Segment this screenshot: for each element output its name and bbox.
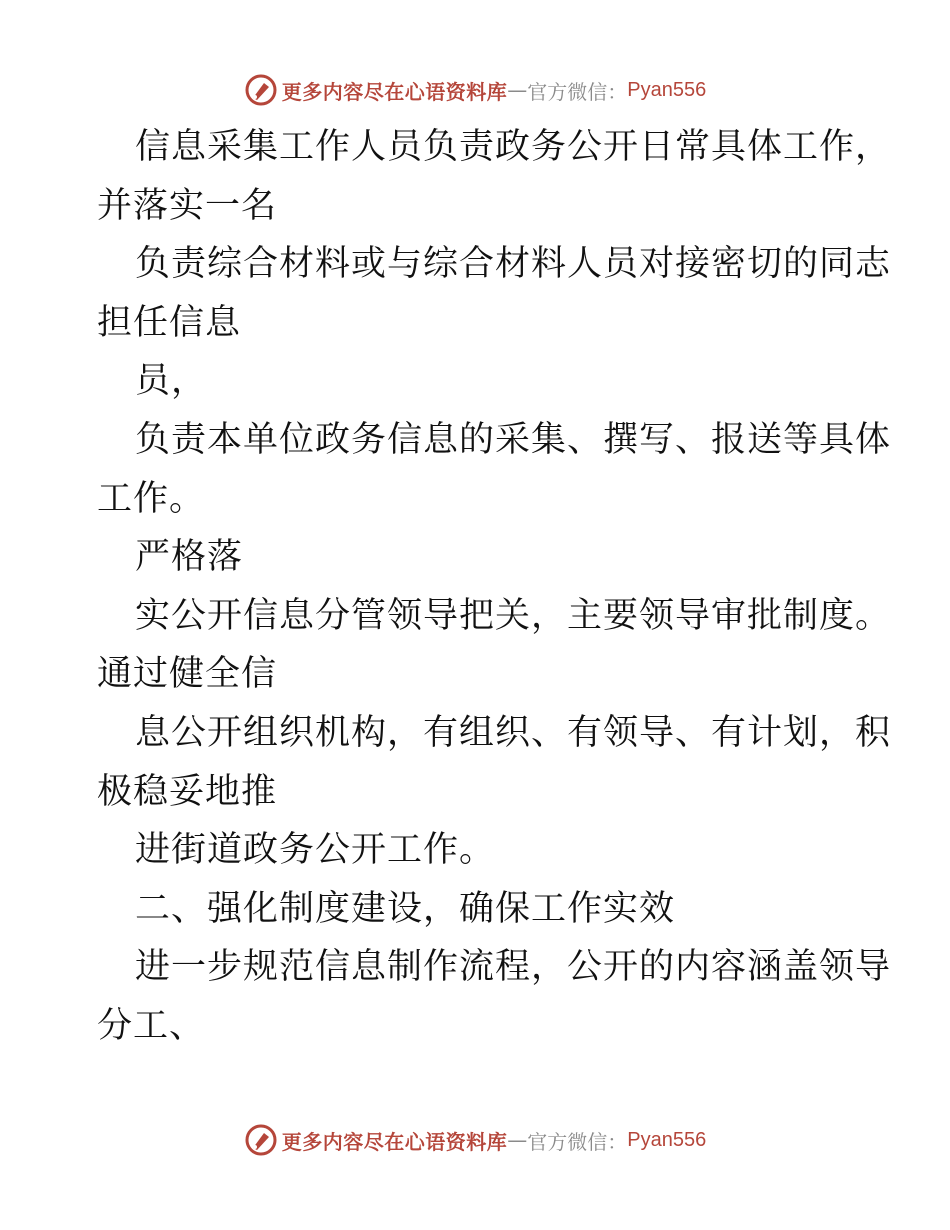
footer-wechat-label: 官方微信：: [527, 1129, 628, 1154]
body-line: 进一步规范信息制作流程，公开的内容涵盖领导: [135, 947, 892, 988]
body-line: 实公开信息分管领导把关，主要领导审批制度。: [135, 595, 892, 636]
footer-brand-text: 更多内容尽在心语资料库: [281, 1129, 508, 1154]
header-watermark: [0, 70, 950, 110]
header-wechat-id: Pyan556: [627, 78, 707, 101]
body-line: 通过健全信: [97, 654, 278, 695]
body-line: 进街道政务公开工作。: [135, 830, 496, 871]
body-line: 二、强化制度建设，确保工作实效: [135, 888, 676, 929]
body-line: 并落实一名: [97, 185, 278, 226]
header-dash: —: [507, 78, 528, 102]
pen-nib-circle-icon: [244, 73, 278, 107]
footer-dash: —: [507, 1128, 528, 1152]
footer-watermark: [0, 1120, 950, 1160]
body-line: 信息采集工作人员负责政务公开日常具体工作，: [135, 127, 892, 167]
body-line: 工作。: [97, 478, 206, 519]
body-line: 分工、: [97, 1005, 206, 1046]
body-line: 担任信息: [97, 302, 242, 343]
header-wechat-label: 官方微信：: [527, 79, 628, 104]
body-line: 员，: [135, 361, 208, 402]
pen-nib-circle-icon: [244, 1123, 278, 1157]
body-line: 负责综合材料或与综合材料人员对接密切的同志: [135, 244, 892, 285]
footer-wechat-id: Pyan556: [627, 1128, 707, 1151]
body-line: 息公开组织机构，有组织、有领导、有计划，积: [135, 712, 892, 753]
document-body: [97, 118, 892, 1056]
body-line: 负责本单位政务信息的采集、撰写、报送等具体: [135, 419, 892, 460]
body-line: 极稳妥地推: [97, 771, 278, 812]
header-brand-text: 更多内容尽在心语资料库: [281, 79, 508, 104]
body-line: 严格落: [135, 537, 244, 578]
